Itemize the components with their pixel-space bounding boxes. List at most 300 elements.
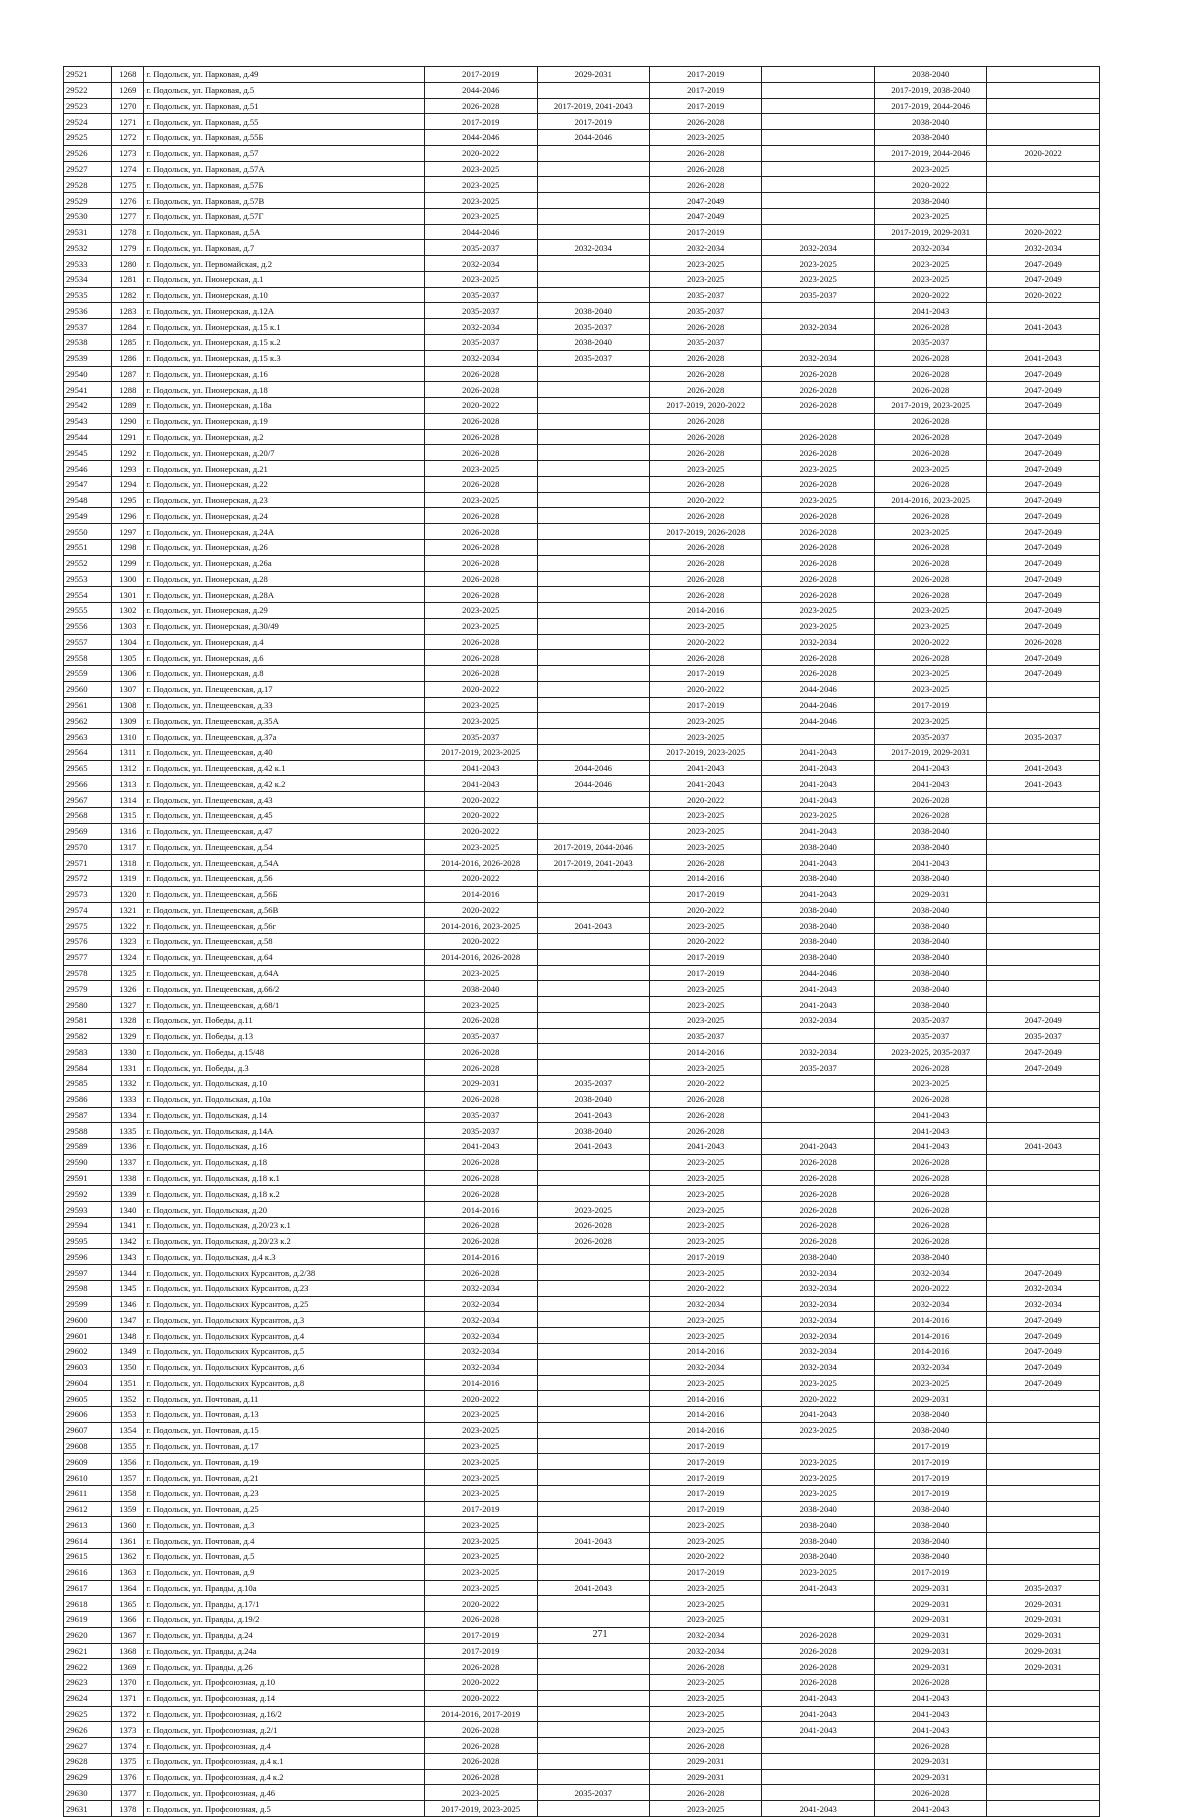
period-cell-5: 2026-2028 [874, 1785, 986, 1801]
period-cell-5: 2038-2040 [874, 1501, 986, 1517]
row-number-cell: 29579 [64, 981, 112, 997]
period-cell-3: 2035-2037 [650, 303, 762, 319]
period-cell-3: 2014-2016 [650, 1407, 762, 1423]
period-cell-2: 2026-2028 [537, 1217, 649, 1233]
period-cell-3: 2014-2016 [650, 1044, 762, 1060]
period-cell-4: 2026-2028 [762, 1643, 874, 1659]
row-number-cell: 29589 [64, 1139, 112, 1155]
table-row [64, 508, 1100, 524]
period-cell-2 [537, 1265, 649, 1281]
house-number-cell: 1326 [112, 981, 144, 997]
period-cell-6 [987, 98, 1100, 114]
period-cell-4: 2032-2034 [762, 1344, 874, 1360]
house-number-cell: 1283 [112, 303, 144, 319]
house-number-cell: 1374 [112, 1738, 144, 1754]
period-cell-1: 2026-2028 [425, 1612, 537, 1628]
house-number-cell: 1286 [112, 350, 144, 366]
period-cell-3: 2023-2025 [650, 1060, 762, 1076]
period-cell-1: 2026-2028 [425, 476, 537, 492]
address-cell: г. Подольск, ул. Пионерская, д.29 [144, 603, 425, 619]
row-number-cell: 29565 [64, 760, 112, 776]
address-cell: г. Подольск, ул. Правды, д.24а [144, 1643, 425, 1659]
address-cell: г. Подольск, ул. Плещеевская, д.64А [144, 965, 425, 981]
period-cell-4 [762, 208, 874, 224]
table-row [64, 697, 1100, 713]
period-cell-2 [537, 1407, 649, 1423]
row-number-cell: 29556 [64, 618, 112, 634]
period-cell-2 [537, 1769, 649, 1785]
period-cell-4: 2041-2043 [762, 744, 874, 760]
period-cell-6 [987, 839, 1100, 855]
address-cell: г. Подольск, ул. Плещеевская, д.33 [144, 697, 425, 713]
table-row [64, 208, 1100, 224]
period-cell-3: 2020-2022 [650, 634, 762, 650]
period-cell-6 [987, 208, 1100, 224]
period-cell-3: 2017-2019 [650, 1501, 762, 1517]
house-number-cell: 1318 [112, 855, 144, 871]
period-cell-2 [537, 1454, 649, 1470]
row-number-cell: 29594 [64, 1217, 112, 1233]
table-row [64, 335, 1100, 351]
period-cell-1: 2023-2025 [425, 697, 537, 713]
table-row [64, 886, 1100, 902]
house-number-cell: 1317 [112, 839, 144, 855]
table-row [64, 650, 1100, 666]
period-cell-4: 2032-2034 [762, 350, 874, 366]
period-cell-2 [537, 1012, 649, 1028]
period-cell-1: 2017-2019, 2023-2025 [425, 1801, 537, 1817]
period-cell-3: 2026-2028 [650, 1738, 762, 1754]
house-number-cell: 1316 [112, 823, 144, 839]
period-cell-2: 2038-2040 [537, 1123, 649, 1139]
period-cell-2: 2035-2037 [537, 350, 649, 366]
period-cell-1: 2026-2028 [425, 1738, 537, 1754]
period-cell-2 [537, 744, 649, 760]
period-cell-6 [987, 1249, 1100, 1265]
period-cell-1: 2032-2034 [425, 1328, 537, 1344]
period-cell-1: 2014-2016 [425, 1202, 537, 1218]
address-cell: г. Подольск, ул. Профсоюзная, д.4 к.2 [144, 1769, 425, 1785]
house-number-cell: 1309 [112, 713, 144, 729]
period-cell-1: 2035-2037 [425, 303, 537, 319]
table-row [64, 1154, 1100, 1170]
address-cell: г. Подольск, ул. Правды, д.26 [144, 1659, 425, 1675]
address-cell: г. Подольск, ул. Пионерская, д.4 [144, 634, 425, 650]
period-cell-3: 2026-2028 [650, 382, 762, 398]
period-cell-4 [762, 1107, 874, 1123]
address-cell: г. Подольск, ул. Профсоюзная, д.5 [144, 1801, 425, 1817]
period-cell-2 [537, 949, 649, 965]
period-cell-1: 2032-2034 [425, 319, 537, 335]
period-cell-1: 2044-2046 [425, 82, 537, 98]
period-cell-2 [537, 1564, 649, 1580]
period-cell-5: 2017-2019, 2029-2031 [874, 224, 986, 240]
period-cell-5: 2038-2040 [874, 949, 986, 965]
row-number-cell: 29535 [64, 287, 112, 303]
period-cell-5: 2041-2043 [874, 855, 986, 871]
row-number-cell: 29544 [64, 429, 112, 445]
period-cell-6 [987, 1470, 1100, 1486]
row-number-cell: 29627 [64, 1738, 112, 1754]
period-cell-5: 2038-2040 [874, 1422, 986, 1438]
table-row [64, 713, 1100, 729]
period-cell-1: 2026-2028 [425, 650, 537, 666]
period-cell-3: 2023-2025 [650, 1596, 762, 1612]
period-cell-1: 2014-2016 [425, 1375, 537, 1391]
row-number-cell: 29623 [64, 1675, 112, 1691]
row-number-cell: 29578 [64, 965, 112, 981]
period-cell-1: 2020-2022 [425, 1596, 537, 1612]
period-cell-6: 2032-2034 [987, 1296, 1100, 1312]
period-cell-6 [987, 697, 1100, 713]
row-number-cell: 29546 [64, 461, 112, 477]
period-cell-6 [987, 1722, 1100, 1738]
period-cell-5: 2014-2016 [874, 1344, 986, 1360]
period-cell-5: 2017-2019, 2044-2046 [874, 98, 986, 114]
address-cell: г. Подольск, ул. Подольских Курсантов, д.4 [144, 1328, 425, 1344]
period-cell-5: 2017-2019, 2038-2040 [874, 82, 986, 98]
period-cell-3: 2023-2025 [650, 1580, 762, 1596]
house-number-cell: 1372 [112, 1706, 144, 1722]
period-cell-4: 2026-2028 [762, 1154, 874, 1170]
period-cell-5: 2029-2031 [874, 1643, 986, 1659]
period-cell-5: 2017-2019, 2023-2025 [874, 398, 986, 414]
address-cell: г. Подольск, ул. Пионерская, д.18 [144, 382, 425, 398]
period-cell-5: 2026-2028 [874, 382, 986, 398]
period-cell-4: 2023-2025 [762, 603, 874, 619]
address-cell: г. Подольск, ул. Правды, д.17/1 [144, 1596, 425, 1612]
address-cell: г. Подольск, ул. Первомайская, д.2 [144, 256, 425, 272]
period-cell-4: 2026-2028 [762, 382, 874, 398]
period-cell-6: 2020-2022 [987, 145, 1100, 161]
address-cell: г. Подольск, ул. Пионерская, д.10 [144, 287, 425, 303]
row-number-cell: 29576 [64, 934, 112, 950]
house-number-cell: 1287 [112, 366, 144, 382]
period-cell-1: 2026-2028 [425, 413, 537, 429]
period-cell-1: 2026-2028 [425, 587, 537, 603]
period-cell-3: 2023-2025 [650, 1533, 762, 1549]
house-number-cell: 1296 [112, 508, 144, 524]
period-cell-2 [537, 413, 649, 429]
table-row [64, 1722, 1100, 1738]
period-cell-2 [537, 697, 649, 713]
row-number-cell: 29560 [64, 681, 112, 697]
period-cell-2 [537, 1612, 649, 1628]
row-number-cell: 29598 [64, 1280, 112, 1296]
period-cell-5: 2041-2043 [874, 303, 986, 319]
table-row [64, 666, 1100, 682]
period-cell-5: 2041-2043 [874, 760, 986, 776]
period-cell-6: 2032-2034 [987, 1280, 1100, 1296]
house-number-cell: 1371 [112, 1690, 144, 1706]
row-number-cell: 29536 [64, 303, 112, 319]
row-number-cell: 29571 [64, 855, 112, 871]
period-cell-1: 2023-2025 [425, 1517, 537, 1533]
period-cell-3: 2023-2025 [650, 1706, 762, 1722]
period-cell-2 [537, 1801, 649, 1817]
period-cell-6: 2029-2031 [987, 1612, 1100, 1628]
period-cell-6 [987, 744, 1100, 760]
table-row [64, 271, 1100, 287]
period-cell-4 [762, 82, 874, 98]
period-cell-2 [537, 1548, 649, 1564]
period-cell-5: 2038-2040 [874, 114, 986, 130]
row-number-cell: 29586 [64, 1091, 112, 1107]
period-cell-5: 2038-2040 [874, 823, 986, 839]
period-cell-2 [537, 618, 649, 634]
period-cell-1: 2017-2019, 2023-2025 [425, 744, 537, 760]
table-row [64, 145, 1100, 161]
period-cell-3: 2026-2028 [650, 855, 762, 871]
period-cell-2 [537, 1517, 649, 1533]
address-cell: г. Подольск, ул. Парковая, д.51 [144, 98, 425, 114]
address-cell: г. Подольск, ул. Парковая, д.57 [144, 145, 425, 161]
table-row [64, 1076, 1100, 1092]
period-cell-1: 2026-2028 [425, 1186, 537, 1202]
period-cell-5: 2023-2025 [874, 681, 986, 697]
period-cell-3: 2026-2028 [650, 366, 762, 382]
table-row [64, 350, 1100, 366]
row-number-cell: 29624 [64, 1690, 112, 1706]
period-cell-4: 2035-2037 [762, 1060, 874, 1076]
period-cell-3: 2026-2028 [650, 1659, 762, 1675]
period-cell-5: 2029-2031 [874, 1391, 986, 1407]
period-cell-1: 2017-2019 [425, 114, 537, 130]
table-row [64, 1596, 1100, 1612]
period-cell-6: 2047-2049 [987, 603, 1100, 619]
period-cell-4: 2026-2028 [762, 1659, 874, 1675]
house-number-cell: 1268 [112, 67, 144, 83]
house-number-cell: 1282 [112, 287, 144, 303]
period-cell-2: 2035-2037 [537, 1076, 649, 1092]
period-cell-1: 2023-2025 [425, 1580, 537, 1596]
row-number-cell: 29541 [64, 382, 112, 398]
period-cell-4: 2020-2022 [762, 1391, 874, 1407]
address-cell: г. Подольск, ул. Подольских Курсантов, д.23 [144, 1280, 425, 1296]
period-cell-3: 2017-2019 [650, 224, 762, 240]
table-row [64, 1328, 1100, 1344]
period-cell-5: 2035-2037 [874, 335, 986, 351]
period-cell-2 [537, 1296, 649, 1312]
period-cell-3: 2026-2028 [650, 539, 762, 555]
table-row [64, 1280, 1100, 1296]
row-number-cell: 29552 [64, 555, 112, 571]
row-number-cell: 29630 [64, 1785, 112, 1801]
table-body [64, 67, 1100, 1817]
period-cell-1: 2020-2022 [425, 398, 537, 414]
address-cell: г. Подольск, ул. Почтовая, д.4 [144, 1533, 425, 1549]
period-cell-5: 2038-2040 [874, 1517, 986, 1533]
period-cell-4: 2041-2043 [762, 997, 874, 1013]
period-cell-6 [987, 1391, 1100, 1407]
period-cell-6 [987, 1217, 1100, 1233]
period-cell-5: 2035-2037 [874, 1012, 986, 1028]
address-cell: г. Подольск, ул. Подольских Курсантов, д.6 [144, 1359, 425, 1375]
house-number-cell: 1289 [112, 398, 144, 414]
house-number-cell: 1342 [112, 1233, 144, 1249]
period-cell-3: 2029-2031 [650, 1753, 762, 1769]
period-cell-6 [987, 114, 1100, 130]
table-row [64, 492, 1100, 508]
house-number-cell: 1350 [112, 1359, 144, 1375]
house-number-cell: 1325 [112, 965, 144, 981]
table-row [64, 760, 1100, 776]
table-row [64, 1753, 1100, 1769]
period-cell-5: 2038-2040 [874, 997, 986, 1013]
table-row [64, 634, 1100, 650]
period-cell-1: 2020-2022 [425, 145, 537, 161]
row-number-cell: 29597 [64, 1265, 112, 1281]
period-cell-4 [762, 1438, 874, 1454]
period-cell-4 [762, 67, 874, 83]
period-cell-5: 2026-2028 [874, 539, 986, 555]
address-cell: г. Подольск, ул. Правды, д.10а [144, 1580, 425, 1596]
row-number-cell: 29617 [64, 1580, 112, 1596]
period-cell-1: 2023-2025 [425, 618, 537, 634]
period-cell-4: 2023-2025 [762, 461, 874, 477]
table-row [64, 744, 1100, 760]
period-cell-4: 2023-2025 [762, 1470, 874, 1486]
table-row [64, 997, 1100, 1013]
period-cell-4: 2032-2034 [762, 1312, 874, 1328]
period-cell-3: 2023-2025 [650, 1265, 762, 1281]
period-cell-5: 2032-2034 [874, 1296, 986, 1312]
period-cell-3: 2023-2025 [650, 729, 762, 745]
period-cell-5: 2017-2019 [874, 697, 986, 713]
period-cell-1: 2026-2028 [425, 1233, 537, 1249]
period-cell-4 [762, 161, 874, 177]
period-cell-4: 2026-2028 [762, 366, 874, 382]
period-cell-1: 2023-2025 [425, 1438, 537, 1454]
address-cell: г. Подольск, ул. Подольская, д.4 к.3 [144, 1249, 425, 1265]
house-number-cell: 1273 [112, 145, 144, 161]
period-cell-1: 2026-2028 [425, 539, 537, 555]
period-cell-4: 2038-2040 [762, 1517, 874, 1533]
period-cell-2 [537, 634, 649, 650]
row-number-cell: 29590 [64, 1154, 112, 1170]
period-cell-5: 2041-2043 [874, 1123, 986, 1139]
period-cell-4: 2038-2040 [762, 934, 874, 950]
period-cell-4: 2023-2025 [762, 1564, 874, 1580]
address-cell: г. Подольск, ул. Почтовая, д.5 [144, 1548, 425, 1564]
period-cell-5: 2032-2034 [874, 1359, 986, 1375]
period-cell-3: 2026-2028 [650, 476, 762, 492]
period-cell-5: 2029-2031 [874, 1580, 986, 1596]
period-cell-6: 2035-2037 [987, 1028, 1100, 1044]
period-cell-1: 2026-2028 [425, 98, 537, 114]
address-cell: г. Подольск, ул. Профсоюзная, д.4 [144, 1738, 425, 1754]
address-cell: г. Подольск, ул. Пионерская, д.8 [144, 666, 425, 682]
period-cell-1: 2023-2025 [425, 161, 537, 177]
address-cell: г. Подольск, ул. Профсоюзная, д.2/1 [144, 1722, 425, 1738]
period-cell-6 [987, 1438, 1100, 1454]
period-cell-5: 2017-2019 [874, 1485, 986, 1501]
period-cell-2 [537, 382, 649, 398]
period-cell-3: 2017-2019 [650, 1485, 762, 1501]
table-row [64, 1123, 1100, 1139]
period-cell-2 [537, 429, 649, 445]
period-cell-5: 2038-2040 [874, 918, 986, 934]
period-cell-3: 2023-2025 [650, 997, 762, 1013]
row-number-cell: 29522 [64, 82, 112, 98]
row-number-cell: 29600 [64, 1312, 112, 1328]
row-number-cell: 29615 [64, 1548, 112, 1564]
period-cell-6: 2047-2049 [987, 539, 1100, 555]
period-cell-4: 2026-2028 [762, 650, 874, 666]
period-cell-1: 2026-2028 [425, 1217, 537, 1233]
table-row [64, 1801, 1100, 1817]
row-number-cell: 29613 [64, 1517, 112, 1533]
house-number-cell: 1302 [112, 603, 144, 619]
period-cell-4: 2032-2034 [762, 240, 874, 256]
period-cell-1: 2032-2034 [425, 1280, 537, 1296]
period-cell-2: 2017-2019, 2044-2046 [537, 839, 649, 855]
period-cell-4: 2032-2034 [762, 1328, 874, 1344]
row-number-cell: 29559 [64, 666, 112, 682]
period-cell-6: 2047-2049 [987, 666, 1100, 682]
table-row [64, 729, 1100, 745]
row-number-cell: 29534 [64, 271, 112, 287]
period-cell-5: 2041-2043 [874, 776, 986, 792]
address-cell: г. Подольск, ул. Профсоюзная, д.16/2 [144, 1706, 425, 1722]
period-cell-3: 2017-2019 [650, 1564, 762, 1580]
house-number-cell: 1346 [112, 1296, 144, 1312]
address-cell: г. Подольск, ул. Пионерская, д.23 [144, 492, 425, 508]
house-number-cell: 1363 [112, 1564, 144, 1580]
table-row [64, 524, 1100, 540]
table-row [64, 871, 1100, 887]
address-cell: г. Подольск, ул. Подольская, д.14 [144, 1107, 425, 1123]
period-cell-6: 2035-2037 [987, 729, 1100, 745]
address-cell: г. Подольск, ул. Почтовая, д.17 [144, 1438, 425, 1454]
house-number-cell: 1298 [112, 539, 144, 555]
house-number-cell: 1322 [112, 918, 144, 934]
period-cell-2 [537, 366, 649, 382]
period-cell-3: 2023-2025 [650, 1312, 762, 1328]
row-number-cell: 29547 [64, 476, 112, 492]
period-cell-3: 2017-2019 [650, 1470, 762, 1486]
period-cell-5: 2038-2040 [874, 965, 986, 981]
address-cell: г. Подольск, ул. Пионерская, д.1 [144, 271, 425, 287]
house-number-cell: 1310 [112, 729, 144, 745]
address-cell: г. Подольск, ул. Подольская, д.20/23 к.1 [144, 1217, 425, 1233]
period-cell-1: 2014-2016 [425, 1249, 537, 1265]
period-cell-1: 2020-2022 [425, 681, 537, 697]
row-number-cell: 29542 [64, 398, 112, 414]
address-cell: г. Подольск, ул. Плещеевская, д.17 [144, 681, 425, 697]
period-cell-6 [987, 1769, 1100, 1785]
period-cell-2 [537, 224, 649, 240]
row-number-cell: 29575 [64, 918, 112, 934]
address-cell: г. Подольск, ул. Подольская, д.18 [144, 1154, 425, 1170]
address-cell: г. Подольск, ул. Плещеевская, д.64 [144, 949, 425, 965]
period-cell-2 [537, 981, 649, 997]
period-cell-1: 2035-2037 [425, 335, 537, 351]
table-row [64, 1438, 1100, 1454]
period-cell-5: 2023-2025, 2035-2037 [874, 1044, 986, 1060]
period-cell-4 [762, 145, 874, 161]
house-number-cell: 1279 [112, 240, 144, 256]
house-number-cell: 1357 [112, 1470, 144, 1486]
period-cell-4: 2032-2034 [762, 319, 874, 335]
period-cell-2 [537, 476, 649, 492]
period-cell-2 [537, 965, 649, 981]
table-row [64, 413, 1100, 429]
period-cell-1: 2023-2025 [425, 208, 537, 224]
period-cell-2 [537, 807, 649, 823]
house-number-cell: 1330 [112, 1044, 144, 1060]
row-number-cell: 29538 [64, 335, 112, 351]
